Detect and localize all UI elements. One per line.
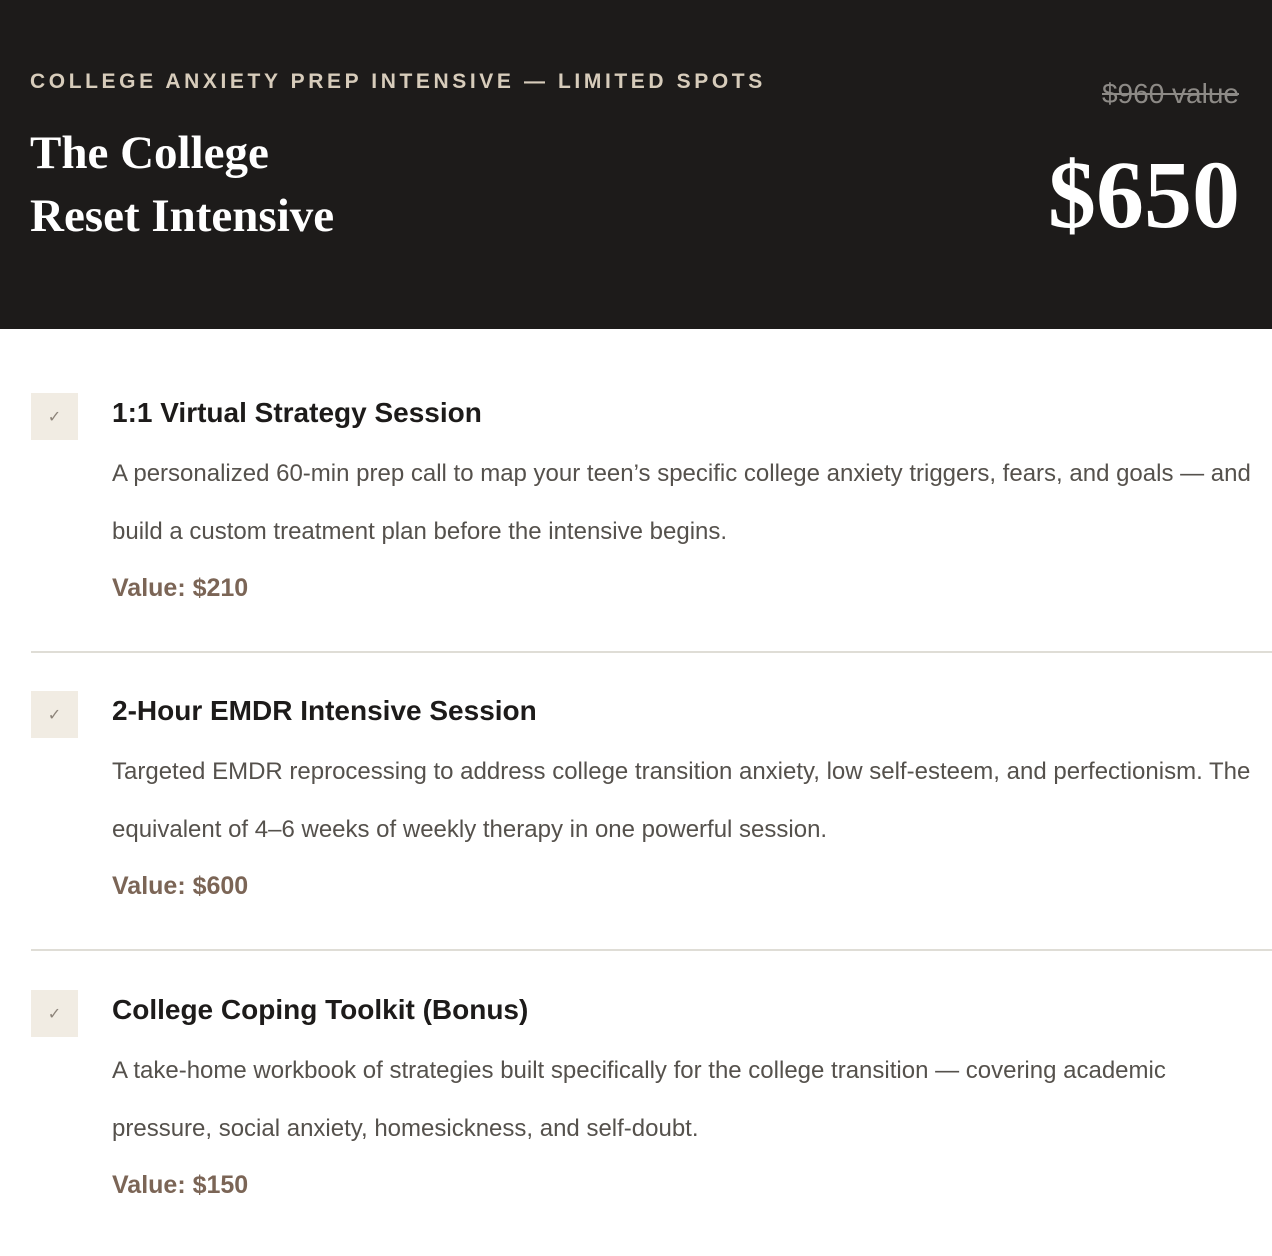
check-icon: ✓: [31, 990, 78, 1037]
item-divider: [31, 651, 1272, 653]
offer-item-title: College Coping Toolkit (Bonus): [112, 994, 529, 1025]
offer-item-title: 2-Hour EMDR Intensive Session: [112, 695, 537, 726]
offer-item-value: Value: $600: [112, 872, 249, 900]
offer-eyebrow: COLLEGE ANXIETY PREP INTENSIVE — LIMITED SPOTS: [30, 70, 766, 93]
offer-title-line-1: The College: [30, 127, 269, 179]
check-icon: ✓: [31, 691, 78, 738]
offer-item-description: A take-home workbook of strategies built specifically for the college transition — covering academic pressure, social anxiety, homesickness, and self-doubt.: [112, 1057, 1166, 1142]
item-divider: [31, 949, 1272, 951]
offer-title: [30, 122, 334, 248]
offer-price: $650: [1048, 141, 1240, 248]
offer-item-value: Value: $210: [112, 574, 249, 602]
offer-header: [0, 0, 1272, 329]
offer-title-line-2: Reset Intensive: [30, 190, 335, 242]
original-value: $960 value: [1101, 78, 1239, 109]
offer-item-description: Targeted EMDR reprocessing to address college transition anxiety, low self-esteem, and perfectionism. The equivalent of 4–6 weeks of weekly therapy in one powerful session.: [112, 758, 1251, 843]
offer-item-description: A personalized 60-min prep call to map your teen’s specific college anxiety triggers, fears, and goals — and build a custom treatment plan before the intensive begins.: [112, 460, 1251, 545]
offer-item-value: Value: $150: [112, 1171, 249, 1199]
check-icon: ✓: [31, 393, 78, 440]
offer-item-title: 1:1 Virtual Strategy Session: [112, 397, 482, 428]
